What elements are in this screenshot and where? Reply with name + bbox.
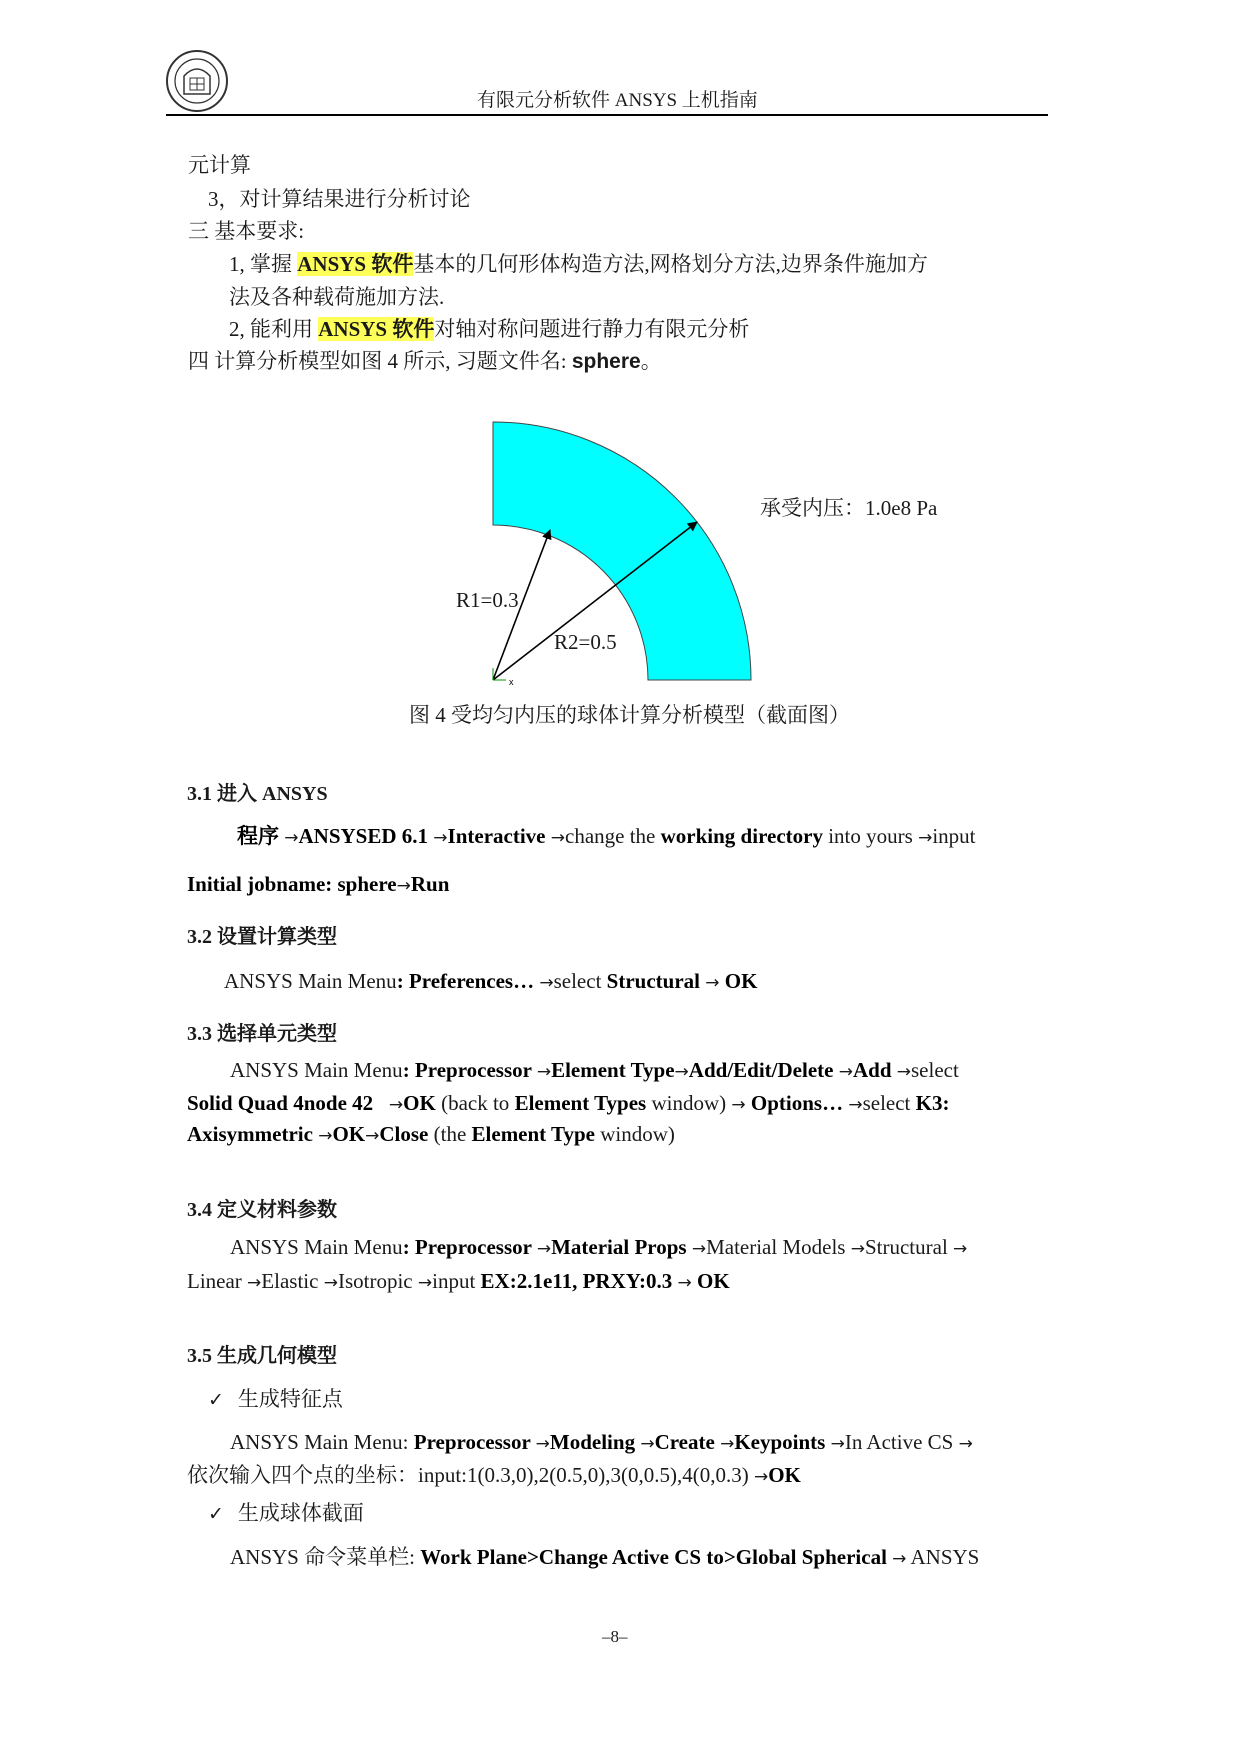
section-3-2-step-1: ANSYS Main Menu: Preferences… →select Structural → OK [224,969,758,993]
model-filename: sphere [571,350,641,373]
checklist-item-section: ✓ 生成球体截面 [208,1501,364,1525]
header-title: 有限元分析软件 ANSYS 上机指南 [477,90,758,111]
requirement-2 [229,316,749,342]
intro-line-2: 3，对计算结果进行分析讨论 [208,187,471,211]
checkmark-icon: ✓ [208,1389,224,1411]
section-3-5-step-3: ANSYS 命令菜单栏: Work Plane>Change Active CS to>Global Spherical → ANSYS [230,1545,980,1569]
section-3-3-step-3: Axisymmetric →OK→Close (the Element Type window) [187,1122,675,1146]
section-3-4-step-2: Linear →Elastic →Isotropic →input EX:2.1e11, PRXY:0.3 → OK [187,1269,730,1293]
sphere-section-shape [493,422,751,680]
r2-label: R2=0.5 [554,630,617,654]
header-rule [166,114,1048,116]
requirement-1 [229,251,928,277]
section-3-5-step-2: 依次输入四个点的坐标：input:1(0.3,0),2(0.5,0),3(0,0.5),4(0,0.3) →OK [187,1463,801,1487]
requirement-1-highlight: ANSYS 软件 [297,252,414,276]
requirement-1-cont: 法及各种载荷施加方法. [229,285,445,309]
section-3-1-step-1: 程序 →ANSYSED 6.1 →Interactive →change the working directory into yours →input [237,824,976,848]
figure-caption: 图 4 受均匀内压的球体计算分析模型（截面图） [409,703,850,727]
page-number: –8– [602,1627,628,1646]
section-3-3-step-1: ANSYS Main Menu: Preprocessor →Element Type→Add/Edit/Delete →Add →select [230,1058,959,1082]
section-3-2-heading: 3.2 设置计算类型 [187,926,337,948]
requirement-2-prefix: 2, 能利用 [229,317,319,341]
requirement-2-text: 对轴对称问题进行静力有限元分析 [434,317,750,341]
requirement-1-text: 基本的几何形体构造方法,网格划分方法,边界条件施加方 [413,252,928,276]
section-3-1-step-2: Initial jobname: sphere→Run [187,872,450,896]
model-intro-text: 四 计算分析模型如图 4 所示, 习题文件名: [188,349,572,373]
intro-line-3: 三 基本要求: [188,219,305,243]
r1-label: R1=0.3 [456,588,519,612]
checklist-item-keypoints: ✓ 生成特征点 [208,1387,343,1411]
section-3-3-step-2: Solid Quad 4node 42 →OK (back to Element Types window) → Options… →select K3: [187,1091,950,1115]
intro-line-1: 元计算 [188,153,251,177]
model-intro-end: 。 [640,349,662,373]
section-3-4-heading: 3.4 定义材料参数 [187,1199,337,1221]
checkmark-icon: ✓ [208,1503,224,1525]
pressure-label: 承受内压：1.0e8 Pa [760,496,938,520]
university-seal-logo [164,48,230,114]
section-3-1-heading: 3.1 进入 ANSYS [187,783,328,805]
model-intro [188,348,662,375]
section-3-5-heading: 3.5 生成几何模型 [187,1345,337,1367]
section-3-3-heading: 3.3 选择单元类型 [187,1023,337,1045]
requirement-1-prefix: 1, 掌握 [229,252,298,276]
section-3-4-step-1: ANSYS Main Menu: Preprocessor →Material Props →Material Models →Structural → [230,1235,968,1259]
section-3-5-step-1: ANSYS Main Menu: Preprocessor →Modeling →Create →Keypoints →In Active CS → [230,1430,973,1454]
requirement-2-highlight: ANSYS 软件 [318,317,435,341]
axis-x-label: x [509,677,514,687]
